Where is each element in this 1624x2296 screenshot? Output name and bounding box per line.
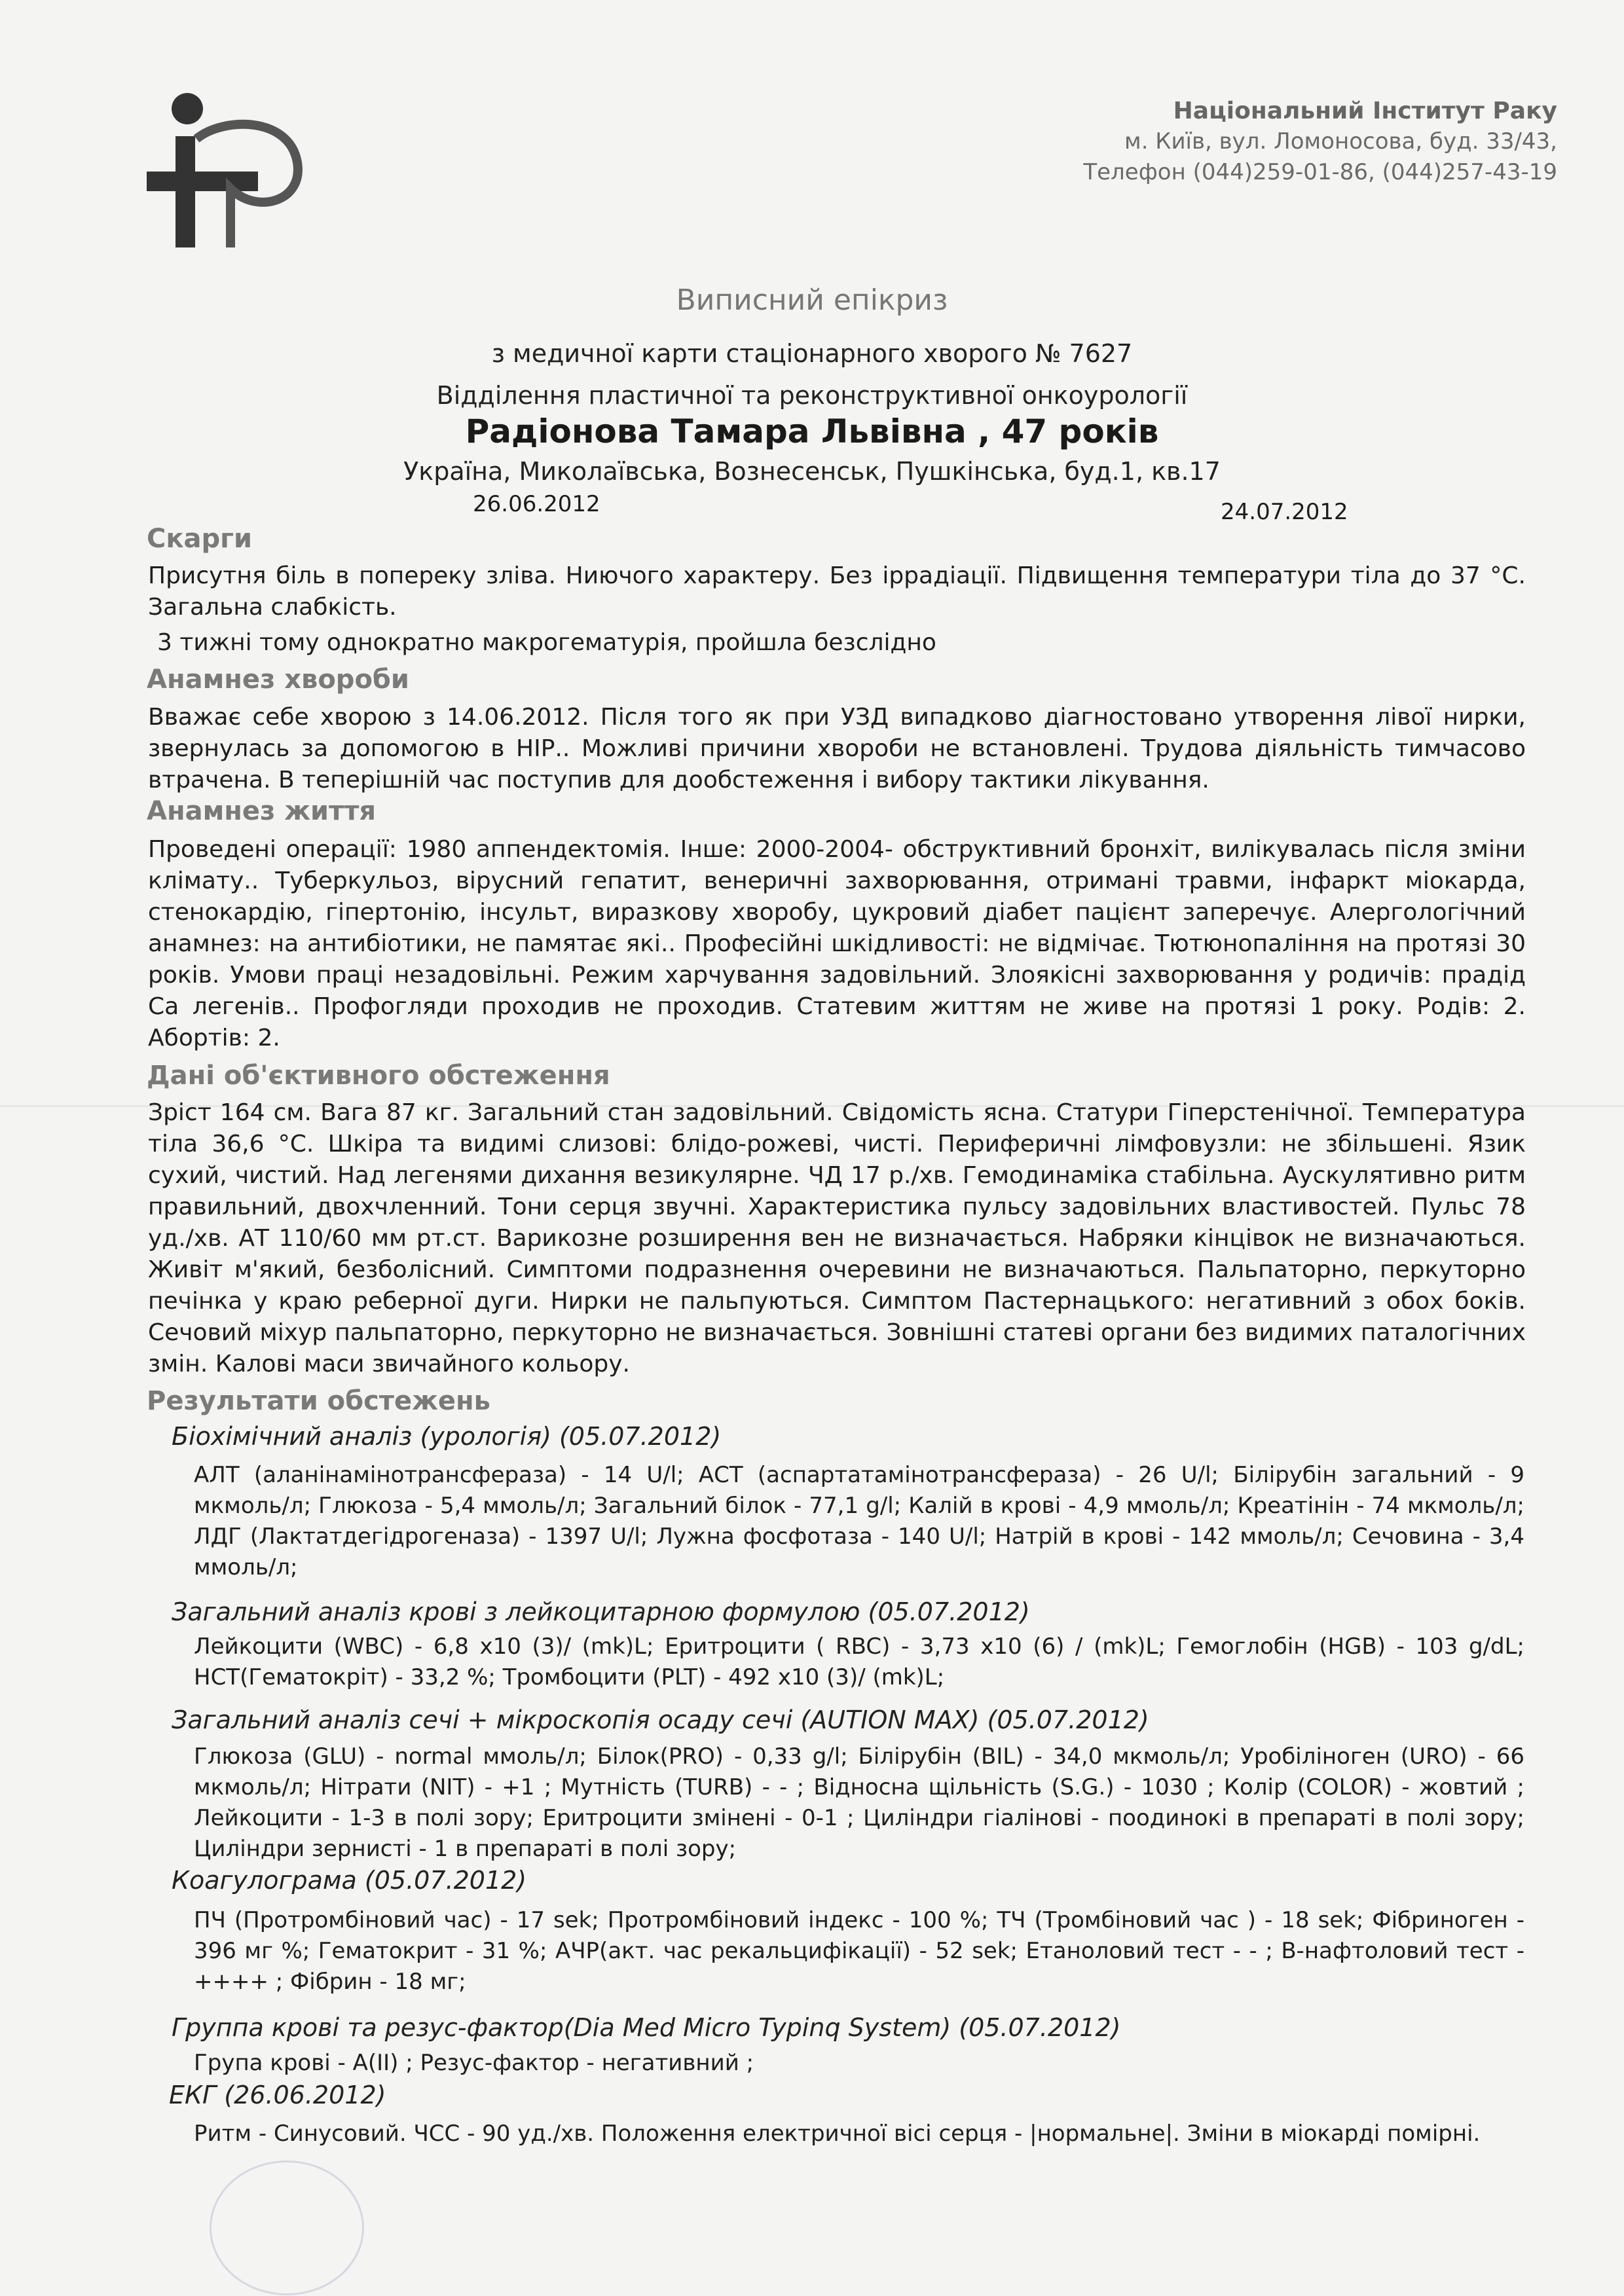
institute-phone: Телефон (044)259-01-86, (044)257-43-19	[1083, 159, 1557, 185]
urine-test-text: Глюкоза (GLU) - normal ммоль/л; Білок(PRO) - 0,33 g/l; Білірубін (BIL) - 34,0 мкмоль/л; Уробіліноген (URO) - 66 мкмоль/л; Нітрати (NIT) - +1 ; Мутність (TURB) - - ; Відносна щільність (S.G.) - 1030 ; Колір (COLOR) - жовтий ; Лейкоцити - 1-3 в полі зору; Еритроцити змінені - 0-1 ; Циліндри гіалінові - поодинокі в препараті в полі зору; Циліндри зернисті - 1 в препараті в полі зору;	[194, 1743, 1524, 1862]
disease-history-heading: Анамнез хвороби	[147, 665, 409, 695]
institute-address: м. Київ, вул. Ломоносова, буд. 33/43,	[1124, 128, 1557, 155]
complaints-text-1: Присутня біль в попереку зліва. Ниючого характеру. Без іррадіації. Підвищення температури тіла до 37 °C. Загальна слабкість.	[148, 562, 1526, 621]
objective-exam-heading: Дані об'єктивного обстеження	[147, 1061, 610, 1091]
ecg-heading: ЕКГ (26.06.2012)	[169, 2081, 386, 2109]
life-history-text: Проведені операції: 1980 аппендектомія. Інше: 2000-2004- обструктивний бронхіт, вилікувалась після зміни клімату.. Туберкульоз, вірусний гепатит, венеричні захворювання, отримані травми, інфаркт міокарда, стенокардію, гіпертонію, інсульт, виразкову хворобу, цукровий діабет пацієнт заперечує. Алергологічний анамнез: на антибіотики, не памятає які.. Професійні шкідливості: не відмічає. Тютюнопаління на протязі 30 років. Умови праці незадовільні. Режим харчування задовільний. Злоякісні захворювання у родичів: прадід Са легенів.. Профогляди проходив не проходив. Статевим життям не живе на протязі 1 року. Родів: 2. Абортів: 2.	[148, 836, 1526, 1051]
blood-type-heading: Группа крові та резус-фактор(Dia Med Micro Typinq System) (05.07.2012)	[172, 2013, 1121, 2042]
life-history-heading: Анамнез життя	[147, 796, 377, 826]
department-line: Відділення пластичної та реконструктивної онкоурології	[436, 381, 1188, 410]
blood-test-text: Лейкоцити (WBC) - 6,8 x10 (3)/ (mk)L; Еритроцити ( RBC) - 3,73 x10 (6) / (mk)L; Гемоглобін (HGB) - 103 g/dL; НСТ(Гематокріт) - 33,2 %; Тромбоцити (PLT) - 492 x10 (3)/ (mk)L;	[194, 1633, 1524, 1690]
disease-history-text: Вважає себе хворою з 14.06.2012. Після того як при УЗД випадково діагностовано утворення лівої нирки, звернулась за допомогою в НІР.. Можливі причини хвороби не встановлені. Трудова діяльність тимчасово втрачена. В теперішній час поступив для дообстеження і вибору тактики лікування.	[148, 704, 1526, 793]
institute-logo-icon	[145, 90, 309, 254]
coagulogram-text: ПЧ (Протромбіновий час) - 17 sek; Протромбіновий індекс - 100 %; ТЧ (Тромбіновий час ) - 18 sek; Фібриноген - 396 мг %; Гематокрит - 31 %; АЧР(акт. час рекальцифікації) - 52 sek; Етаноловий тест - - ; В-нафтоловий тест - ++++ ; Фібрин - 18 мг;	[194, 1907, 1524, 1995]
card-number-line: з медичної карти стаціонарного хворого № 7627	[491, 339, 1133, 368]
complaints-text-2: 3 тижні тому однократно макрогематурія, пройшла безслідно	[157, 629, 936, 656]
results-heading: Результати обстежень	[147, 1386, 490, 1416]
date-discharged: 24.07.2012	[1221, 499, 1348, 525]
institute-info	[1083, 96, 1557, 188]
biochem-heading: Біохімічний аналіз (урологія) (05.07.2012)	[172, 1422, 722, 1451]
objective-exam-text: Зріст 164 см. Вага 87 кг. Загальний стан задовільний. Свідомість ясна. Статури Гіперстенічної. Температура тіла 36,6 °C. Шкіра та видимі слизові: блідо-рожеві, чисті. Периферичні лімфовузли: не збільшені. Язик сухий, чистий. Над легенями дихання везикулярне. ЧД 17 р./хв. Гемодинаміка стабільна. Аускулятивно ритм правильний, двохчленний. Тони серця звучні. Характеристика пульсу задовільних властивостей. Пульс 78 уд./хв. АТ 110/60 мм рт.ст. Варикозне розширення вен не визначається. Набряки кінцівок не визначаються. Живіт м'який, безболісний. Симптоми подразнення очеревини не визначаються. Пальпаторно, перкуторно печінка у краю реберної дуги. Нирки не пальпуються. Симптом Пастернацького: негативний з обох боків. Сечовий міхур пальпаторно, перкуторно не визначається. Зовнішні статеві органи без видимих паталогічних змін. Калові маси звичайного кольору.	[148, 1099, 1526, 1377]
date-admitted: 26.06.2012	[473, 491, 600, 517]
faint-stamp-icon	[210, 2160, 364, 2295]
blood-type-text: Група крові - A(II) ; Резус-фактор - негативний ;	[194, 2050, 754, 2076]
patient-name: Радіонова Тамара Львівна , 47 років	[465, 412, 1159, 450]
ecg-text: Ритм - Синусовий. ЧСС - 90 уд./хв. Положення електричної вісі серця - |нормальне|. Зміни в міокарді помірні.	[194, 2121, 1481, 2147]
document-title: Виписний епікриз	[676, 283, 948, 317]
coagulogram-heading: Коагулограма (05.07.2012)	[172, 1866, 527, 1895]
patient-address: Україна, Миколаївська, Вознесенськ, Пушкінська, буд.1, кв.17	[403, 457, 1221, 486]
biochem-text: АЛТ (аланінамінотрансфераза) - 14 U/l; АСТ (аспартатамінотрансфераза) - 26 U/l; Білірубін загальний - 9 мкмоль/л; Глюкоза - 5,4 ммоль/л; Загальний білок - 77,1 g/l; Калій в крові - 4,9 ммоль/л; Креатінін - 74 мкмоль/л; ЛДГ (Лактатдегідрогеназа) - 1397 U/l; Лужна фосфотаза - 140 U/l; Натрій в крові - 142 ммоль/л; Сечовина - 3,4 ммоль/л;	[194, 1462, 1524, 1580]
complaints-heading: Скарги	[147, 524, 253, 554]
urine-test-heading: Загальний аналіз сечі + мікроскопія осаду сечі (AUTION MAX) (05.07.2012)	[172, 1705, 1149, 1734]
institute-name: Національний Інститут Раку	[1173, 98, 1557, 124]
blood-test-heading: Загальний аналіз крові з лейкоцитарною формулою (05.07.2012)	[172, 1597, 1030, 1626]
